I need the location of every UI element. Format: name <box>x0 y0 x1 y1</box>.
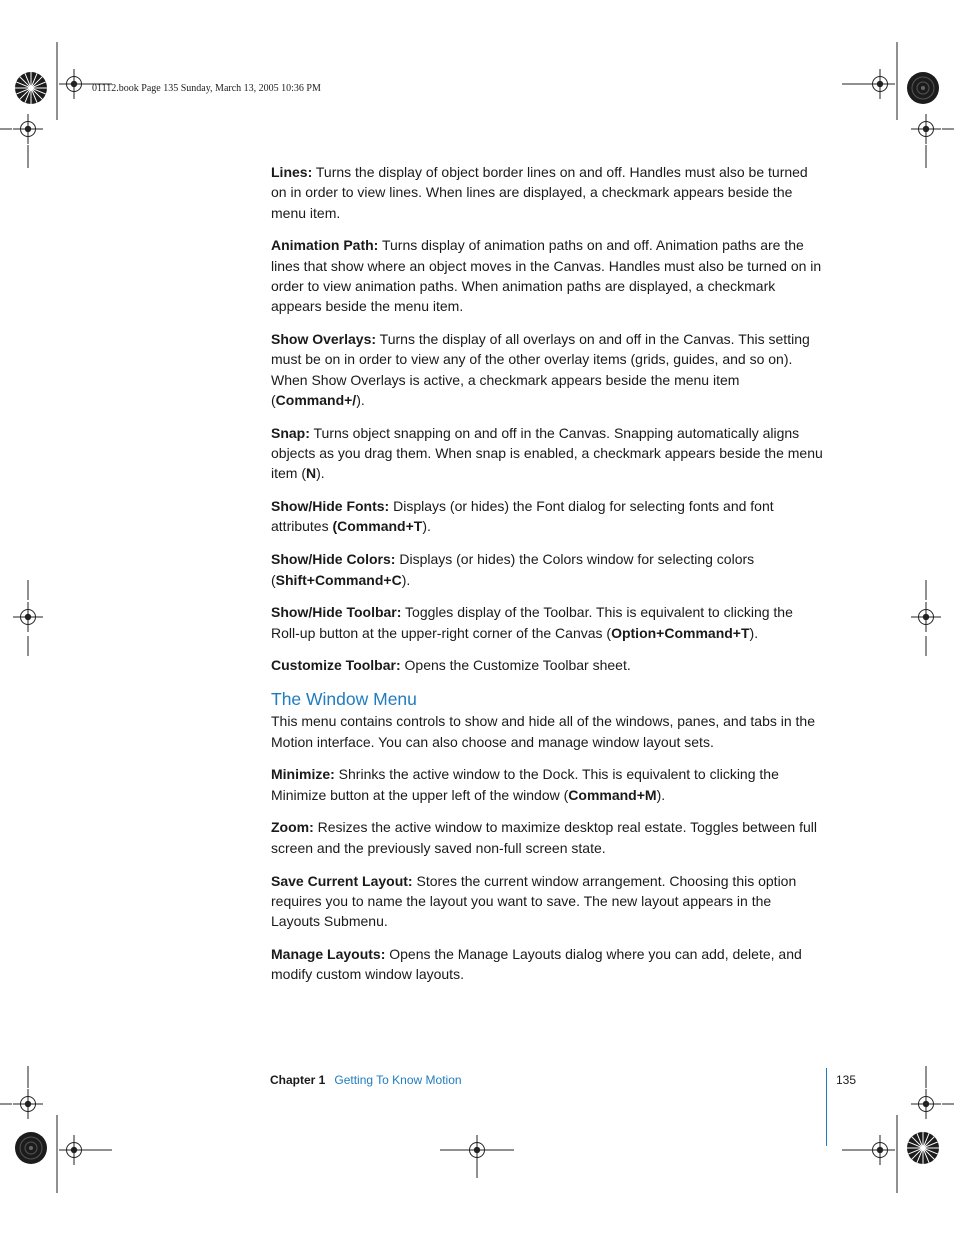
description-text: Turns display of animation paths on and off. Animation paths are the lines that show where an object moves in the Canvas. Handles must also be turned on in order to view animation paths. When animation paths are displayed, a checkmark appears beside the menu item. <box>271 237 822 315</box>
description-text: Turns the display of all overlays on and off in the Canvas. This setting must be on in order to view any of the other overlay items (grids, guides, and so on). When Show Overlays is active, a checkmark appears beside the menu item ( <box>271 331 810 408</box>
view-menu-items <box>271 162 823 676</box>
window-menu-entry <box>271 944 823 985</box>
window-menu-intro: This menu contains controls to show and hide all of the windows, panes, and tabs in the Motion interface. You can also choose and manage window layout sets. <box>271 713 815 750</box>
menu-item-term: Show/Hide Toolbar: <box>271 604 402 621</box>
description-text: Stores the current window arrangement. Choosing this option requires you to name the layout you want to save. The new layout appears in the Layouts Submenu. <box>271 872 797 930</box>
view-menu-entry <box>271 602 823 643</box>
window-menu-entry <box>271 817 823 858</box>
description-text: ). <box>316 465 325 482</box>
description-text: ). <box>401 571 411 588</box>
description-text: ). <box>356 391 365 408</box>
keyboard-shortcut: (Command+T <box>332 518 423 535</box>
keyboard-shortcut: Shift+Command+C <box>275 571 402 588</box>
page-body <box>271 162 823 997</box>
keyboard-shortcut: Command+/ <box>275 391 357 408</box>
view-menu-entry <box>271 496 823 537</box>
description-text: Displays (or hides) the Font dialog for selecting fonts and font attributes <box>271 498 774 535</box>
description-text: Shrinks the active window to the Dock. This is equivalent to clicking the Minimize button at the upper left of the window ( <box>271 766 779 803</box>
menu-item-term: Customize Toolbar: <box>271 657 401 674</box>
menu-item-term: Show/Hide Fonts: <box>271 498 390 515</box>
view-menu-entry <box>271 423 823 484</box>
page-number: 135 <box>836 1073 857 1087</box>
keyboard-shortcut: Command+M <box>568 786 657 803</box>
description-text: Opens the Customize Toolbar sheet. <box>400 657 631 674</box>
menu-item-term: Save Current Layout: <box>271 872 413 889</box>
view-menu-entry <box>271 235 823 316</box>
description-text: Displays (or hides) the Colors window for selecting colors ( <box>271 551 755 588</box>
view-menu-entry <box>271 549 823 590</box>
menu-item-term: Manage Layouts: <box>271 945 386 962</box>
menu-item-term: Minimize: <box>271 766 335 783</box>
view-menu-entry <box>271 655 823 675</box>
description-text: ). <box>422 518 431 535</box>
footer-chapter <box>270 1073 462 1087</box>
description-text: Opens the Manage Layouts dialog where you can add, delete, and modify custom window layouts. <box>271 945 802 983</box>
keyboard-shortcut: Option+Command+T <box>611 624 750 641</box>
section-heading-window-menu: The Window Menu <box>271 689 417 710</box>
view-menu-entry <box>271 162 823 223</box>
footer-chapter-label: Chapter 1 <box>270 1073 326 1087</box>
view-menu-entry <box>271 329 823 410</box>
description-text: Toggles display of the Toolbar. This is equivalent to clicking the Roll-up button at the upper-right corner of the Canvas ( <box>271 604 793 641</box>
footer-chapter-title: Getting To Know Motion <box>334 1073 462 1087</box>
description-text: ). <box>749 624 759 641</box>
print-header-stamp: 01112.book Page 135 Sunday, March 13, 2005 10:36 PM <box>92 83 321 94</box>
description-text: Turns the display of object border lines on and off. Handles must also be turned on in order to view lines. When lines are displayed, a checkmark appears beside the menu item. <box>271 164 808 221</box>
description-text: Turns object snapping on and off in the Canvas. Snapping automatically aligns objects as you drag them. When snap is enabled, a checkmark appears beside the menu item ( <box>271 424 823 482</box>
menu-item-term: Show Overlays: <box>271 331 377 348</box>
footer-rule <box>826 1068 827 1146</box>
menu-item-term: Lines: <box>271 164 313 180</box>
window-menu-entry <box>271 871 823 932</box>
description-text: ). <box>656 786 666 803</box>
window-menu-items <box>271 764 823 984</box>
menu-item-term: Zoom: <box>271 819 314 836</box>
menu-item-term: Animation Path: <box>271 237 379 254</box>
menu-item-term: Show/Hide Colors: <box>271 551 396 568</box>
description-text: Resizes the active window to maximize desktop real estate. Toggles between full screen and the previously saved non-full screen state. <box>271 819 817 856</box>
keyboard-shortcut: N <box>306 465 317 482</box>
menu-item-term: Snap: <box>271 424 310 441</box>
window-menu-entry <box>271 764 823 805</box>
